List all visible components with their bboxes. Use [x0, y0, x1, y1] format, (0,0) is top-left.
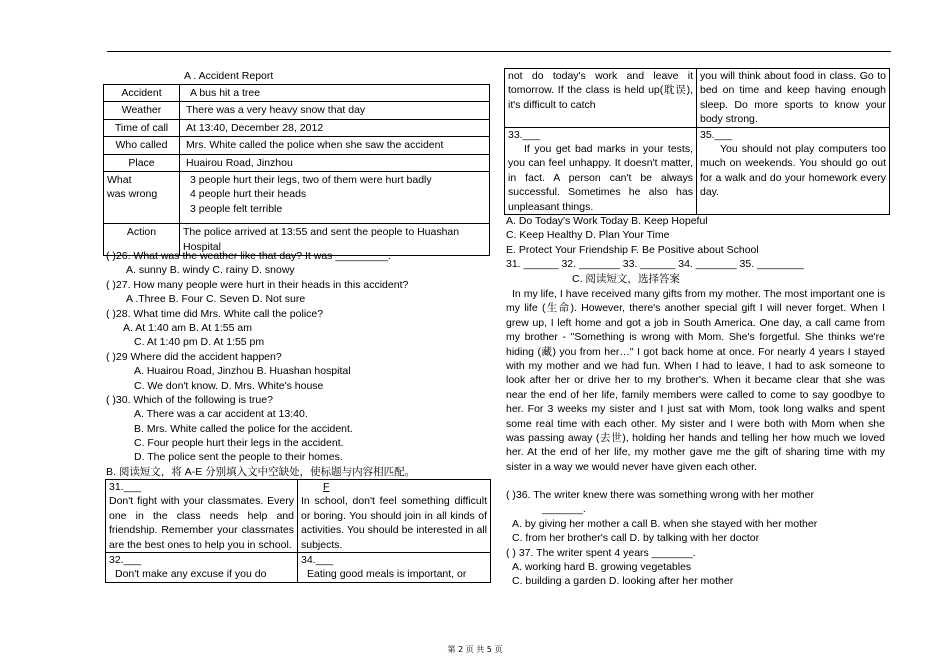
value-line: 4 people hurt their heads — [190, 188, 307, 201]
section-b-table-right — [504, 68, 890, 215]
section-b-options — [506, 214, 890, 286]
option-line: C. Four people hurt their legs in the accident. — [134, 437, 344, 450]
blank-number: 31.___ — [109, 481, 142, 493]
question-line: ( )29 Where did the accident happen? — [106, 350, 282, 363]
row-label: Weather — [104, 102, 180, 119]
table-row — [106, 553, 491, 583]
row-value: A bus hit a tree — [180, 85, 490, 102]
reading-passage: In my life, I have received many gifts from my mother. The most important one is my life (生命). However, there's another special gift I will never forget. When I grew up, I left home and got a job in South America. One day, a call came from my brother - "Something is wrong with Mom. She's forgetful. She thinks we're hiding (藏) you from her…" I got back home at once. For nearly 4 years I stayed with my mother and we had fun. When I had to leave, I had to ask someone to look after her or drive her to my brother's. When it became clear that she was near the end of her life, family members were called to come to say goodbye to her. For 3 weeks my sister and I just sat with Mom, took long walks and spent some real time with each other. My sister and I were both with Mom when she was passing away (去世), holding her hands and telling her how much we loved her. At the end of her life, my mother gave me the gift of sharing time with my sister in a way we would never have given each other. — [506, 288, 885, 473]
option-line: A. by giving her mother a call B. when she stayed with her mother — [512, 517, 818, 530]
question-line: ( )28. What time did Mrs. White call the police? — [106, 307, 324, 320]
option-line: C. At 1:40 pm D. At 1:55 pm — [134, 336, 265, 349]
option-line: A. sunny B. windy C. rainy D. snowy — [126, 264, 295, 277]
page-footer: 第 2 页 共 5 页 — [447, 645, 503, 654]
value-line: 3 people felt terrible — [190, 202, 283, 215]
option-line: A. working hard B. growing vegetables — [512, 560, 692, 573]
option-line: D. The police sent the people to their homes. — [134, 451, 343, 464]
question-blank: _______. — [542, 503, 586, 516]
cont-right-cell: you will think about food in class. Go to bed on time and keep having enough sleep. Do more sports to know your body strong. — [697, 69, 890, 128]
section-c-questions — [506, 488, 890, 589]
blank-number: 34.___ — [301, 554, 334, 567]
header-rule — [107, 51, 891, 52]
question-line: ( )36. The writer knew there was something wrong with her mother — [506, 489, 814, 501]
cell-text: In school, don't feel something difficult or boring. You should join in all kinds of activities. You should be interested in all subjects. — [301, 495, 487, 551]
cell-text: Don't fight with your classmates. Every one in the class needs help and friendship. Remember your classmates are the best ones to help you in school. — [109, 495, 294, 551]
row-value: The police arrived at 13:55 and sent the people to Huashan Hospital — [180, 224, 490, 256]
row-value — [180, 172, 490, 224]
option-line: E. Protect Your Friendship F. Be Positive about School — [506, 243, 759, 256]
blank-number: F — [323, 481, 330, 493]
option-line: A. At 1:40 am B. At 1:55 am — [123, 321, 252, 334]
b33-cell — [505, 127, 697, 214]
b32-cell — [106, 553, 298, 583]
cont-left-cell: not do today's work and leave it tomorrow. If the class is held up(耽误), it's difficult to catch — [505, 69, 697, 128]
section-b-table-left — [105, 479, 491, 583]
row-value: Mrs. White called the police when she saw the accident — [180, 137, 490, 154]
table-row — [104, 154, 490, 171]
report-questions — [106, 249, 491, 479]
table-row — [106, 480, 491, 553]
table-row — [104, 102, 490, 119]
table-row — [104, 137, 490, 154]
bF-cell — [298, 480, 491, 553]
option-line: C. building a garden D. looking after her mother — [512, 575, 734, 588]
row-label: Accident — [104, 85, 180, 102]
blank-number: 35.___ — [700, 128, 733, 141]
cell-text: Don't make any excuse if you do — [115, 568, 267, 581]
section-b-heading: B. 阅读短文，将 A-E 分别填入文中空缺处，使标题与内容相匹配。 — [106, 465, 416, 478]
answer-blanks: 31. ______ 32. _______ 33. ______ 34. _______ 35. ________ — [506, 258, 804, 271]
blank-number: 33.___ — [508, 128, 541, 141]
label-line: What — [107, 174, 132, 187]
row-label: Time of call — [104, 119, 180, 136]
table-row — [505, 69, 890, 128]
row-label: Who called — [104, 137, 180, 154]
cell-text: You should not play computers too much on weekends. You should go out for a walk and do your homework every day. — [700, 143, 886, 199]
b35-cell — [697, 127, 890, 214]
accident-report-table — [103, 84, 490, 256]
question-line: ( ) 37. The writer spent 4 years _______. — [506, 546, 696, 559]
row-value: There was a very heavy snow that day — [180, 102, 490, 119]
cell-text: If you get bad marks in your tests, you can feel unhappy. It doesn't matter, in fact. A person can't be always successful. Sometimes he also has unpleasant things. — [508, 143, 693, 213]
option-line: B. Mrs. White called the police for the accident. — [134, 422, 353, 435]
question-line: ( )27. How many people were hurt in their heads in this accident? — [106, 278, 409, 291]
row-value: At 13:40, December 28, 2012 — [180, 119, 490, 136]
option-line: A. There was a car accident at 13:40. — [134, 408, 308, 421]
option-line: C. from her brother's call D. by talking with her doctor — [512, 532, 760, 545]
report-title: A . Accident Report — [184, 70, 274, 82]
value-line: 3 people hurt their legs, two of them were hurt badly — [190, 174, 432, 187]
section-c-heading: C. 阅读短文，选择答案 — [572, 272, 680, 285]
cell-text: Eating good meals is important, or — [307, 568, 467, 581]
option-line: C. Keep Healthy D. Plan Your Time — [506, 229, 670, 242]
question-line: ( )30. Which of the following is true? — [106, 393, 273, 406]
table-row — [104, 119, 490, 136]
row-label — [104, 172, 180, 224]
blank-number: 32.___ — [109, 554, 142, 567]
question-line: ( )26. What was the weather like that day? It was _________. — [106, 250, 391, 262]
label-line: was wrong — [107, 188, 158, 201]
row-value: Huairou Road, Jinzhou — [180, 154, 490, 171]
table-row — [104, 172, 490, 224]
b34-cell — [298, 553, 491, 583]
row-label: Action — [104, 224, 180, 256]
table-row — [505, 127, 890, 214]
row-label: Place — [104, 154, 180, 171]
option-line: A .Three B. Four C. Seven D. Not sure — [126, 293, 306, 306]
table-row — [104, 85, 490, 102]
option-line: A. Do Today's Work Today B. Keep Hopeful — [506, 215, 708, 227]
b31-cell — [106, 480, 298, 553]
option-line: A. Huairou Road, Jinzhou B. Huashan hospital — [134, 365, 351, 378]
option-line: C. We don't know. D. Mrs. White's house — [134, 379, 324, 392]
